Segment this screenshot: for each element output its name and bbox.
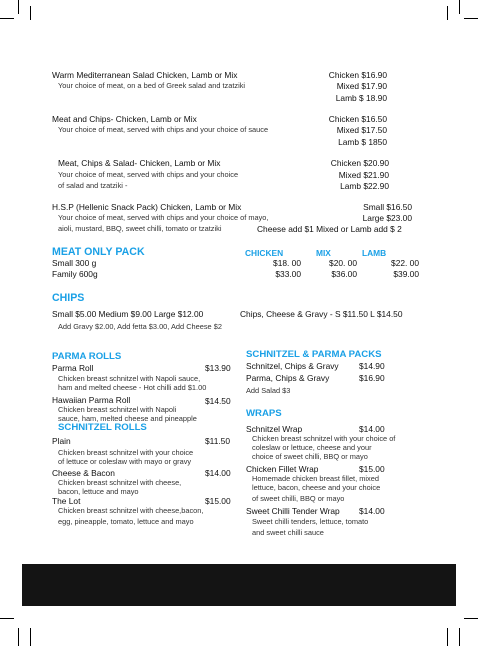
meat-only-row-label: Small 300 g bbox=[52, 258, 97, 268]
chips-addons: Add Gravy $2.00, Add fetta $3.00, Add Cheese $2 bbox=[58, 322, 222, 331]
crop-mark bbox=[0, 18, 14, 19]
parma-roll-name: Parma Roll bbox=[52, 363, 94, 373]
crop-mark bbox=[30, 6, 31, 20]
plain-roll-desc: of lettuce or coleslaw with mayo or gravy bbox=[58, 457, 192, 466]
cheese-bacon-roll-price: $14.00 bbox=[205, 468, 231, 478]
meat-chips-price-chicken: Chicken $16.50 bbox=[328, 114, 387, 124]
hsp-cheese-addon: Cheese add $1 Mixed or Lamb add $ 2 bbox=[257, 224, 402, 234]
meat-chips-price-mixed: Mixed $17.50 bbox=[336, 125, 387, 135]
hsp-desc-2: aioli, mustard, BBQ, sweet chilli, tomato or tzatziki bbox=[58, 224, 222, 233]
menu-page bbox=[22, 22, 456, 580]
chicken-fillet-wrap-name: Chicken Fillet Wrap bbox=[246, 464, 319, 474]
chips-gravy-prices: Chips, Cheese & Gravy - S $11.50 L $14.50 bbox=[240, 309, 403, 319]
schnitzel-wrap-price: $14.00 bbox=[359, 424, 385, 434]
crop-mark bbox=[459, 628, 460, 646]
meat-only-row-lamb: $22. 00 bbox=[391, 258, 419, 268]
meat-only-row-chicken: $33.00 bbox=[275, 269, 301, 279]
the-lot-roll-desc: Chicken breast schnitzel with cheese,bacon, bbox=[58, 506, 204, 515]
schnitzel-wrap-desc: Chicken breast schnitzel with your choice of bbox=[252, 434, 396, 443]
meat-only-row-label: Family 600g bbox=[52, 269, 98, 279]
crop-mark bbox=[447, 6, 448, 20]
parma-roll-desc: ham and melted cheese - Hot chilli add $1.00 bbox=[58, 383, 207, 392]
the-lot-roll-name: The Lot bbox=[52, 496, 81, 506]
the-lot-roll-desc: egg, pineapple, tomato, lettuce and mayo bbox=[58, 517, 194, 526]
chicken-fillet-wrap-desc: Homemade chicken breast fillet, mixed bbox=[252, 474, 379, 483]
pack-name: Parma, Chips & Gravy bbox=[246, 373, 330, 383]
chicken-fillet-wrap-price: $15.00 bbox=[359, 464, 385, 474]
meat-chips-salad-price-lamb: Lamb $22.90 bbox=[340, 181, 389, 191]
plain-roll-price: $11.50 bbox=[205, 436, 230, 446]
meat-chips-title: Meat and Chips- Chicken, Lamb or Mix bbox=[52, 114, 197, 124]
schnitzel-rolls-heading: SCHNITZEL ROLLS bbox=[58, 422, 147, 433]
schnitzel-wrap-desc: choice of sweet chilli, BBQ or mayo bbox=[252, 452, 368, 461]
schnitzel-wrap-name: Schnitzel Wrap bbox=[246, 424, 303, 434]
hawaiian-parma-roll-price: $14.50 bbox=[205, 396, 231, 406]
meat-chips-salad-price-mixed: Mixed $21.90 bbox=[338, 170, 389, 180]
sweet-chilli-wrap-desc: Sweet chilli tenders, lettuce, tomato bbox=[252, 517, 369, 526]
crop-mark bbox=[447, 628, 448, 646]
crop-mark bbox=[18, 0, 19, 14]
parma-rolls-heading: PARMA ROLLS bbox=[52, 351, 122, 362]
hsp-price-small: Small $16.50 bbox=[363, 202, 412, 212]
crop-mark bbox=[18, 628, 19, 646]
parma-roll-desc: Chicken breast schnitzel with Napoli sauce, bbox=[58, 374, 201, 383]
plain-roll-name: Plain bbox=[52, 436, 71, 446]
meat-only-heading: MEAT ONLY PACK bbox=[52, 246, 145, 258]
warm-med-price-lamb: Lamb $ 18.90 bbox=[335, 93, 387, 103]
sweet-chilli-wrap-price: $14.00 bbox=[359, 506, 385, 516]
col-mix: MIX bbox=[316, 248, 331, 258]
warm-med-title: Warm Mediterranean Salad Chicken, Lamb or Mix bbox=[52, 70, 238, 80]
crop-mark bbox=[30, 628, 31, 646]
hsp-title: H.S.P (Hellenic Snack Pack) Chicken, Lamb or Mix bbox=[52, 202, 242, 212]
hawaiian-parma-roll-desc: sauce, ham, melted cheese and pineapple bbox=[58, 414, 197, 423]
chicken-fillet-wrap-desc: of sweet chilli, BBQ or mayo bbox=[252, 494, 345, 503]
hawaiian-parma-roll-desc: Chicken breast schnitzel with Napoli bbox=[58, 405, 177, 414]
crop-mark bbox=[459, 0, 460, 14]
meat-chips-salad-title: Meat, Chips & Salad- Chicken, Lamb or Mix bbox=[58, 158, 221, 168]
cheese-bacon-roll-desc: bacon, lettuce and mayo bbox=[58, 487, 139, 496]
meat-only-row-mix: $36.00 bbox=[331, 269, 357, 279]
warm-med-price-mixed: Mixed $17.90 bbox=[336, 81, 387, 91]
warm-med-price-chicken: Chicken $16.90 bbox=[328, 70, 387, 80]
chips-prices: Small $5.00 Medium $9.00 Large $12.00 bbox=[52, 309, 204, 319]
add-salad: Add Salad $3 bbox=[246, 386, 291, 395]
pack-price: $16.90 bbox=[359, 373, 385, 383]
the-lot-roll-price: $15.00 bbox=[205, 496, 231, 506]
meat-only-row-mix: $20. 00 bbox=[329, 258, 357, 268]
wraps-heading: WRAPS bbox=[246, 408, 282, 419]
meat-chips-salad-price-chicken: Chicken $20.90 bbox=[330, 158, 389, 168]
meat-only-row-chicken: $18. 00 bbox=[273, 258, 301, 268]
chicken-fillet-wrap-desc: lettuce, bacon, cheese and your choice bbox=[252, 483, 381, 492]
schnitzel-wrap-desc: coleslaw or lettuce, cheese and your bbox=[252, 443, 372, 452]
chips-heading: CHIPS bbox=[52, 292, 85, 304]
col-chicken: CHICKEN bbox=[245, 248, 284, 258]
meat-chips-salad-desc-1: Your choice of meat, served with chips and your choice bbox=[58, 170, 239, 179]
plain-roll-desc: Chicken breast schnitzel with your choice bbox=[58, 448, 194, 457]
warm-med-desc: Your choice of meat, on a bed of Greek salad and tzatziki bbox=[58, 81, 246, 90]
hsp-price-large: Large $23.00 bbox=[362, 213, 412, 223]
cheese-bacon-roll-desc: Chicken breast schnitzel with cheese, bbox=[58, 478, 182, 487]
col-lamb: LAMB bbox=[362, 248, 387, 258]
hawaiian-parma-roll-name: Hawaiian Parma Roll bbox=[52, 395, 131, 405]
meat-chips-salad-desc-2: of salad and tzatziki - bbox=[58, 181, 128, 190]
cheese-bacon-roll-name: Cheese & Bacon bbox=[52, 468, 115, 478]
pack-name: Schnitzel, Chips & Gravy bbox=[246, 361, 339, 371]
sweet-chilli-wrap-name: Sweet Chilli Tender Wrap bbox=[246, 506, 340, 516]
footer-band bbox=[22, 564, 456, 606]
meat-chips-desc: Your choice of meat, served with chips and your choice of sauce bbox=[58, 125, 269, 134]
pack-price: $14.90 bbox=[359, 361, 385, 371]
hsp-desc-1: Your choice of meat, served with chips and your choice of mayo, bbox=[58, 213, 269, 222]
meat-chips-price-lamb: Lamb $ 1850 bbox=[338, 137, 387, 147]
crop-mark bbox=[464, 618, 478, 619]
crop-mark bbox=[0, 618, 14, 619]
sweet-chilli-wrap-desc: and sweet chilli sauce bbox=[252, 528, 324, 537]
meat-only-row-lamb: $39.00 bbox=[393, 269, 419, 279]
crop-mark bbox=[464, 18, 478, 19]
packs-heading: SCHNITZEL & PARMA PACKS bbox=[246, 349, 382, 360]
parma-roll-price: $13.90 bbox=[205, 363, 231, 373]
